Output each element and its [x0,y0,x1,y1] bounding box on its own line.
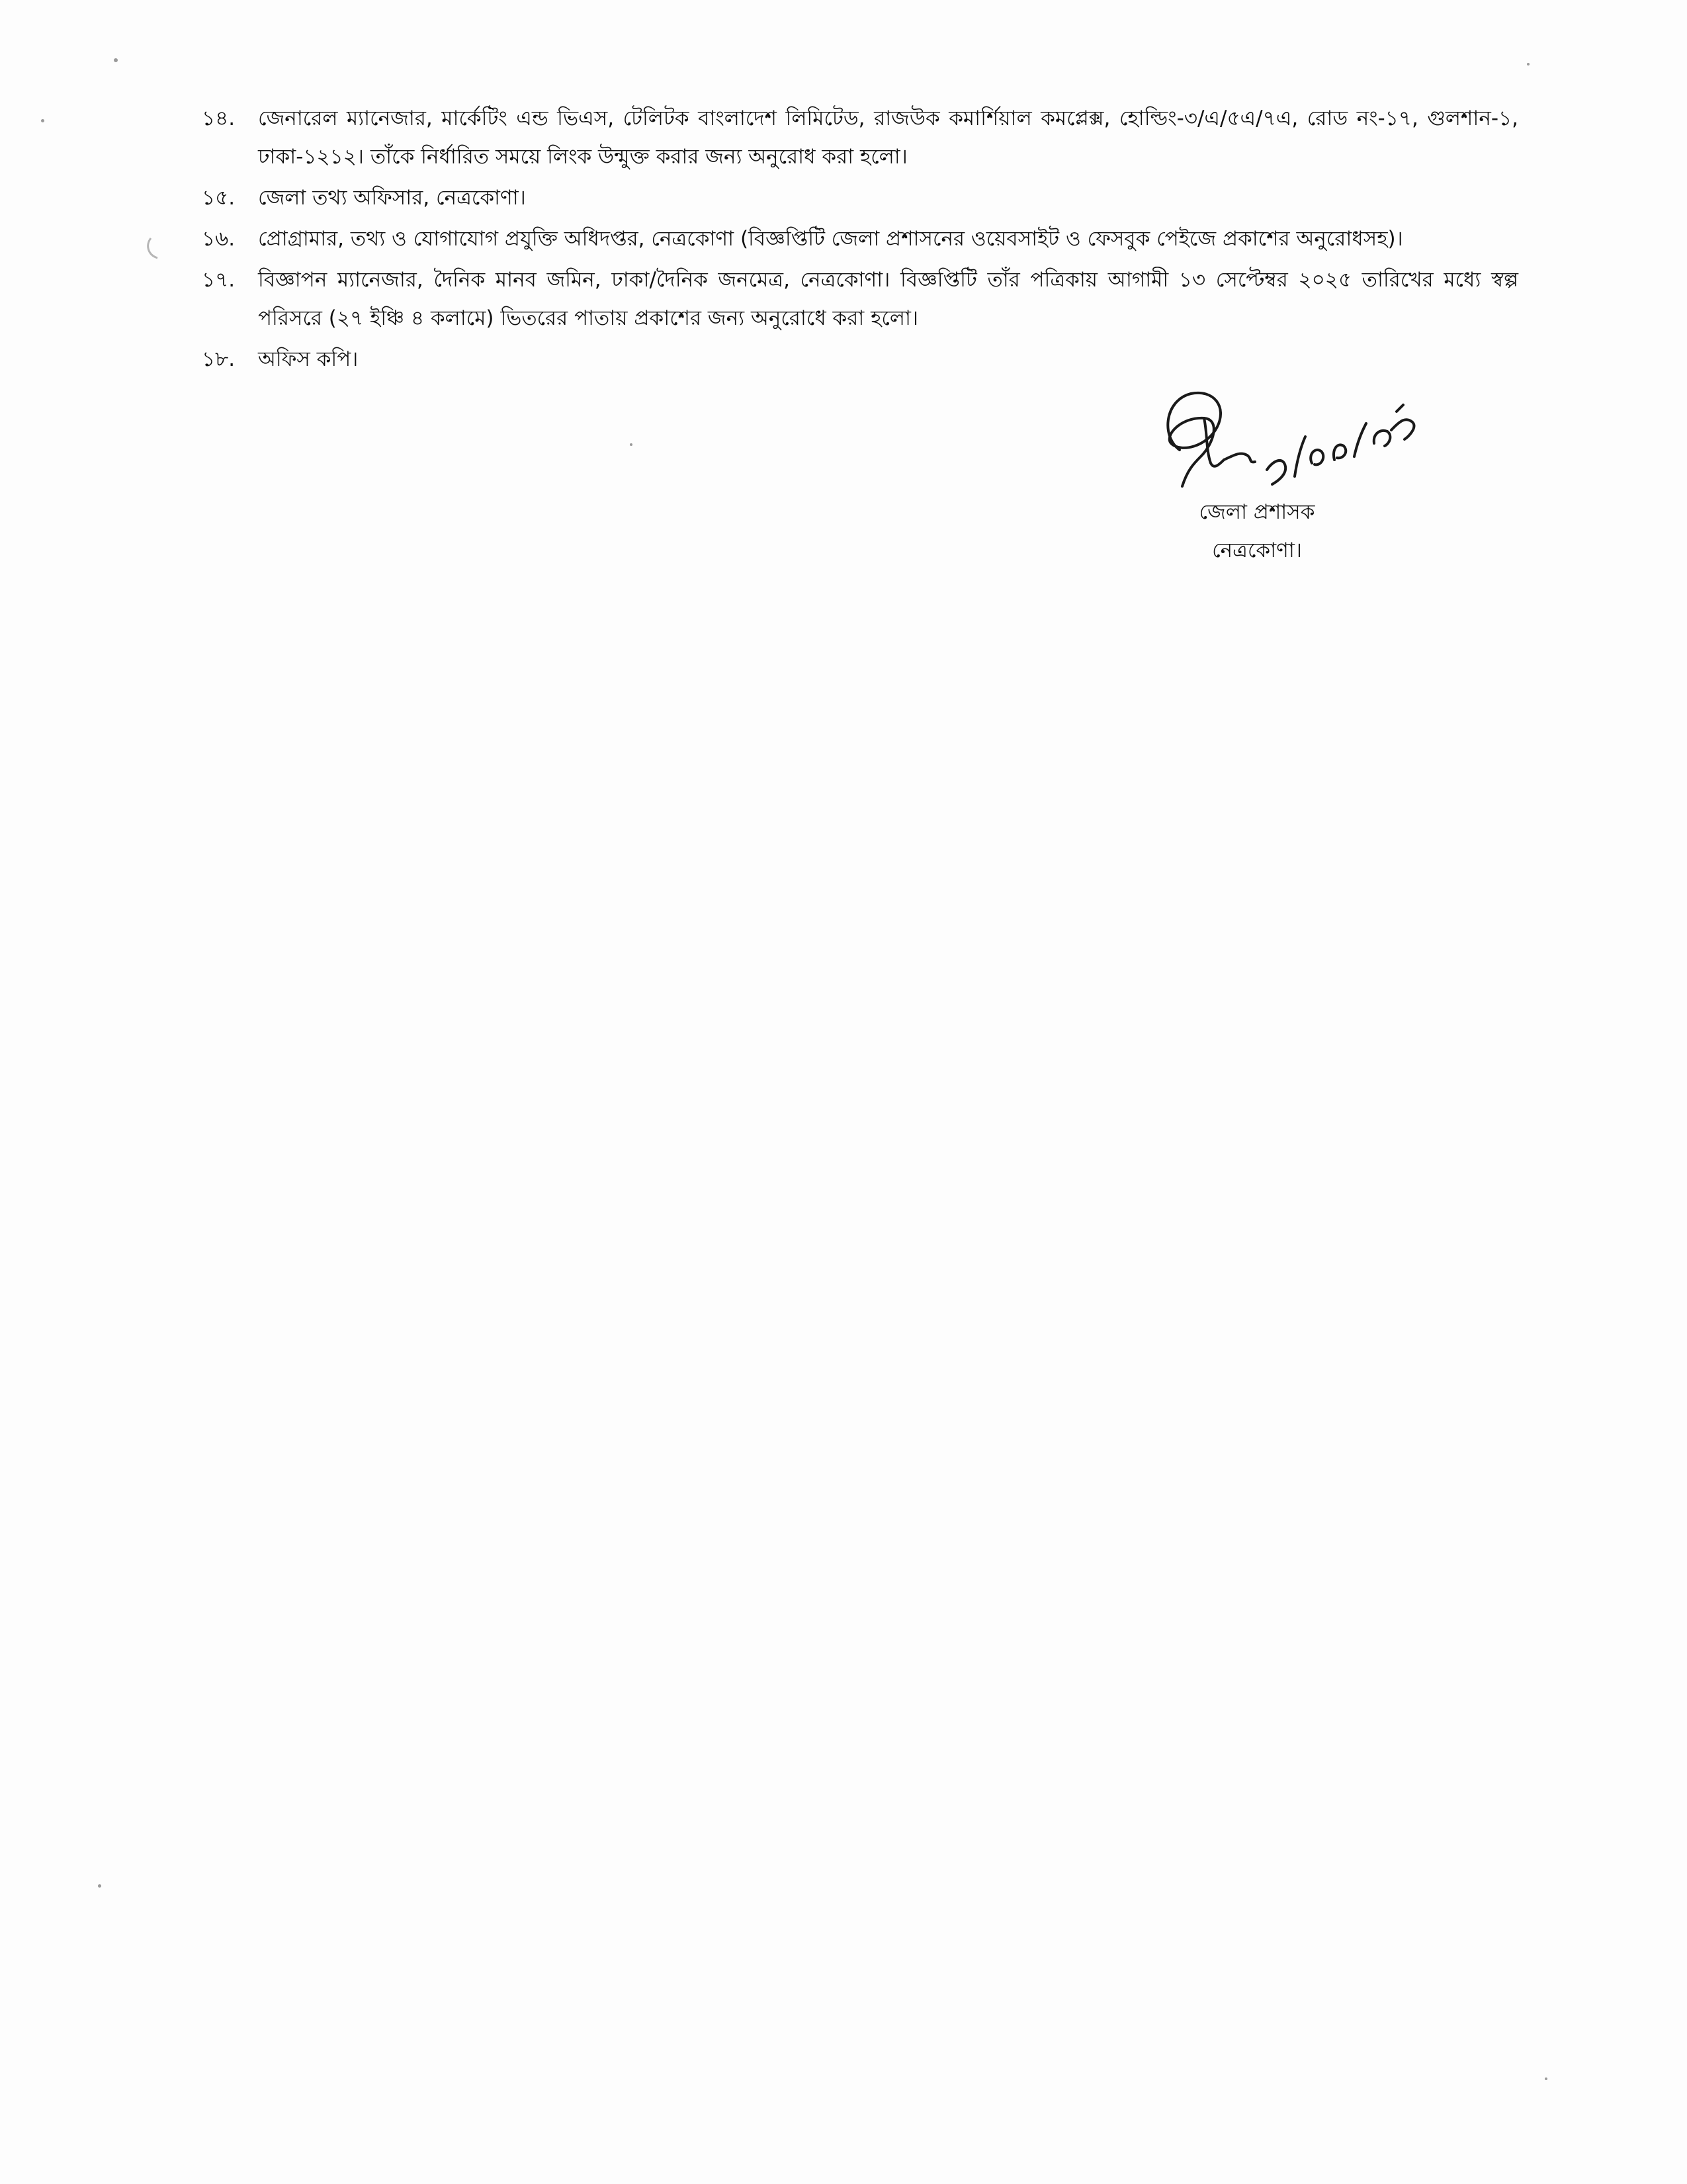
item-number: ১৪. [202,107,236,130]
signatory-title: জেলা প্রশাসক [1199,500,1315,524]
item-number: ১৫. [202,186,236,210]
list-item-15 [202,179,1518,217]
item-text: জেলা তথ্য অফিসার, নেত্রকোণা। [258,186,526,210]
signatory-office: নেত্রকোণা। [1212,539,1302,562]
item-number: ১৮. [202,347,236,371]
scan-speck [114,58,118,62]
item-text: অফিস কপি। [258,347,359,371]
scan-mark [144,235,171,261]
item-number: ১৬. [202,227,236,251]
scan-speck [1527,63,1530,66]
handwritten-signature [1141,371,1452,509]
list-item-16 [202,220,1518,258]
item-number: ১৭. [202,268,236,292]
signatory-block [1151,493,1363,570]
distribution-list [202,99,1518,381]
scan-speck [98,1884,101,1888]
scan-speck [630,443,632,446]
item-text: বিজ্ঞাপন ম্যানেজার, দৈনিক মানব জমিন, ঢাকা/দৈনিক জনমেত্র, নেত্রকোণা। বিজ্ঞপ্তিটি তাঁর পত্রিকায় আগামী ১৩ সেপ্টেম্বর ২০২৫ তারিখের মধ্যে স্বল্প পরিসরে (২৭ ইঞ্চি ৪ কলামে) ভিতরের পাতায় প্রকাশের জন্য অনুরোধে করা হলো। [258,268,1518,330]
item-text: জেনারেল ম্যানেজার, মার্কেটিং এন্ড ভিএস, টেলিটক বাংলাদেশ লিমিটেড, রাজউক কমার্শিয়াল কমপ্লেক্স, হোল্ডিং-৩/এ/৫এ/৭এ, রোড নং-১৭, গুলশান-১, ঢাকা-১২১২। তাঁকে নির্ধারিত সময়ে লিংক উন্মুক্ত করার জন্য অনুরোধ করা হলো। [258,107,1518,169]
list-item-14 [202,99,1518,176]
list-item-17 [202,261,1518,337]
scan-speck [1545,2077,1547,2080]
item-text: প্রোগ্রামার, তথ্য ও যোগাযোগ প্রযুক্তি অধিদপ্তর, নেত্রকোণা (বিজ্ঞপ্তিটি জেলা প্রশাসনের ওয়েবসাইট ও ফেসবুক পেইজে প্রকাশের অনুরোধসহ)। [258,227,1403,251]
scan-speck [41,119,44,122]
